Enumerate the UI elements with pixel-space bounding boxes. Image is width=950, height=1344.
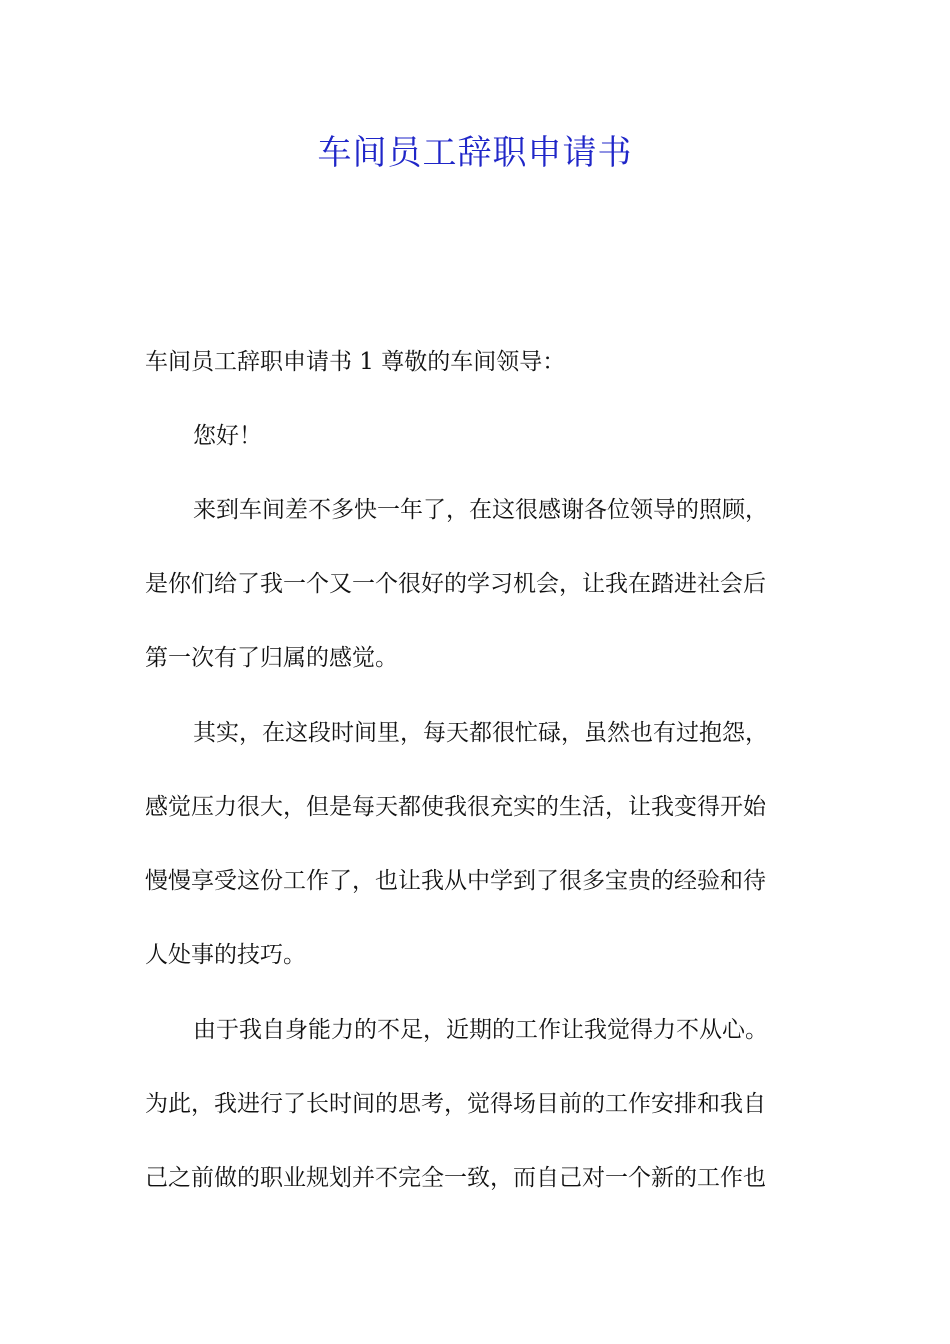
body-line: 由于我自身能力的不足，近期的工作让我觉得力不从心。 (193, 1017, 768, 1043)
body-line: 慢慢享受这份工作了，也让我从中学到了很多宝贵的经验和待 (145, 868, 766, 894)
body-line: 为此，我进行了长时间的思考，觉得场目前的工作安排和我自 (145, 1091, 766, 1117)
body-line: 感觉压力很大，但是每天都使我很充实的生活，让我变得开始 (145, 794, 766, 820)
body-line-greeting: 您好！ (193, 423, 262, 449)
body-line: 是你们给了我一个又一个很好的学习机会，让我在踏进社会后 (145, 571, 766, 597)
body-line: 来到车间差不多快一年了，在这很感谢各位领导的照顾， (193, 497, 768, 523)
body-line-salutation: 车间员工辞职申请书 1 尊敬的车间领导： (145, 349, 566, 375)
body-line: 其实，在这段时间里，每天都很忙碌，虽然也有过抱怨， (193, 720, 768, 746)
body-line: 人处事的技巧。 (145, 942, 306, 968)
document-title: 车间员工辞职申请书 (317, 133, 633, 173)
body-line: 第一次有了归属的感觉。 (145, 645, 398, 671)
body-line: 己之前做的职业规划并不完全一致，而自己对一个新的工作也 (145, 1165, 766, 1191)
